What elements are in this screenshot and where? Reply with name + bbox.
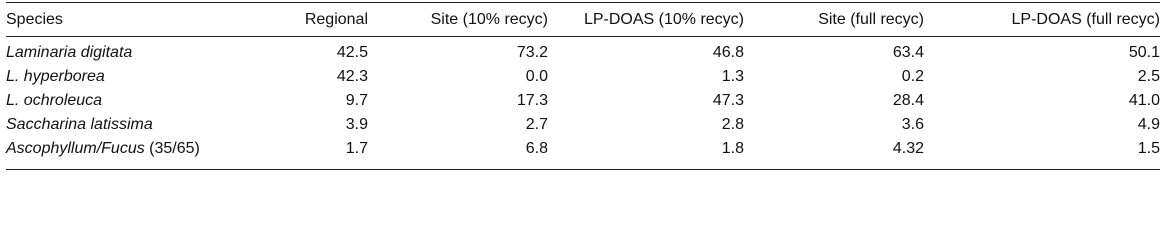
table-body bbox=[6, 37, 1160, 170]
header-row bbox=[6, 3, 1160, 37]
site-full-recyc-cell: 4.32 bbox=[892, 140, 924, 157]
table-row bbox=[6, 65, 1160, 89]
regional-cell: 42.3 bbox=[336, 68, 368, 85]
lp-doas-full-recyc-cell: 50.1 bbox=[1128, 44, 1160, 61]
column-header-lp-doas-10-recyc: LP-DOAS (10% recyc) bbox=[583, 10, 744, 28]
site-full-recyc-cell: 3.6 bbox=[901, 116, 924, 133]
species-name: L. ochroleuca bbox=[6, 92, 103, 109]
species-table-container bbox=[6, 2, 1160, 170]
site-10-recyc-cell: 17.3 bbox=[516, 92, 548, 109]
species-name: Ascophyllum/Fucus bbox=[6, 140, 145, 157]
site-10-recyc-cell: 2.7 bbox=[525, 116, 548, 133]
species-proportion-table bbox=[6, 2, 1160, 170]
species-name: L. hyperborea bbox=[6, 68, 105, 85]
lp-doas-10-recyc-cell: 2.8 bbox=[721, 116, 744, 133]
column-header-lp-doas-full-recyc: LP-DOAS (full recyc) bbox=[1011, 10, 1160, 28]
species-name: Laminaria digitata bbox=[6, 44, 133, 61]
species-cell bbox=[6, 137, 256, 170]
column-header-site-10-recyc: Site (10% recyc) bbox=[430, 10, 548, 28]
column-header-site-full-recyc: Site (full recyc) bbox=[818, 10, 924, 28]
table-row bbox=[6, 113, 1160, 137]
lp-doas-10-recyc-cell: 46.8 bbox=[712, 44, 744, 61]
site-full-recyc-cell: 0.2 bbox=[901, 68, 924, 85]
site-10-recyc-cell: 6.8 bbox=[525, 140, 548, 157]
table-header bbox=[6, 3, 1160, 37]
site-full-recyc-cell: 28.4 bbox=[892, 92, 924, 109]
site-10-recyc-cell: 73.2 bbox=[516, 44, 548, 61]
site-10-recyc-cell: 0.0 bbox=[525, 68, 548, 85]
lp-doas-full-recyc-cell: 2.5 bbox=[1137, 68, 1160, 85]
regional-cell: 3.9 bbox=[345, 116, 368, 133]
species-suffix: (35/65) bbox=[144, 140, 200, 157]
lp-doas-full-recyc-cell: 1.5 bbox=[1137, 140, 1160, 157]
lp-doas-10-recyc-cell: 47.3 bbox=[712, 92, 744, 109]
species-cell bbox=[6, 89, 256, 113]
table-row bbox=[6, 89, 1160, 113]
lp-doas-10-recyc-cell: 1.8 bbox=[721, 140, 744, 157]
column-header-species: Species bbox=[6, 10, 63, 28]
species-name: Saccharina latissima bbox=[6, 116, 153, 133]
lp-doas-full-recyc-cell: 41.0 bbox=[1128, 92, 1160, 109]
regional-cell: 42.5 bbox=[336, 44, 368, 61]
lp-doas-10-recyc-cell: 1.3 bbox=[721, 68, 744, 85]
regional-cell: 1.7 bbox=[345, 140, 368, 157]
species-cell bbox=[6, 65, 256, 89]
lp-doas-full-recyc-cell: 4.9 bbox=[1137, 116, 1160, 133]
site-full-recyc-cell: 63.4 bbox=[892, 44, 924, 61]
species-cell bbox=[6, 113, 256, 137]
table-row bbox=[6, 137, 1160, 170]
column-header-regional: Regional bbox=[304, 10, 368, 28]
table-row bbox=[6, 37, 1160, 66]
regional-cell: 9.7 bbox=[345, 92, 368, 109]
species-cell bbox=[6, 37, 256, 66]
